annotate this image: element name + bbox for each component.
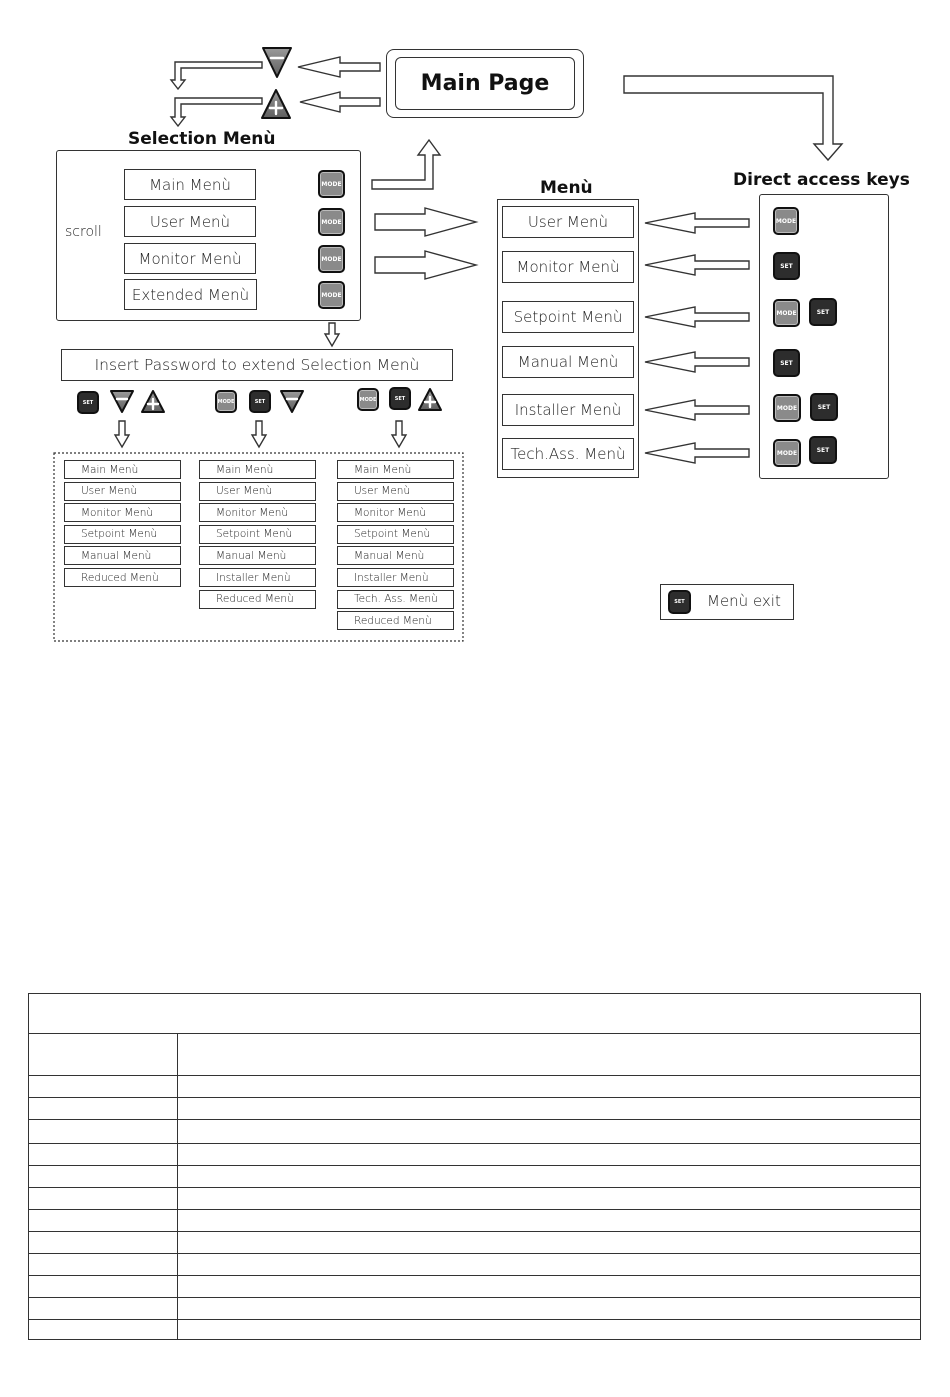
arrow-plus-to-selection xyxy=(171,98,262,126)
menu-item-manual[interactable]: Manual Menù xyxy=(502,346,634,378)
pw1-minus-icon xyxy=(111,391,133,412)
set-key-icon[interactable]: SET xyxy=(773,252,800,280)
table-row xyxy=(29,1076,921,1098)
table-row xyxy=(29,1232,921,1254)
table-cell xyxy=(29,1320,178,1340)
set-key-icon[interactable]: SET xyxy=(773,349,800,377)
arrow-monitor-to-menu xyxy=(375,251,476,279)
mode-key-icon[interactable]: MODE xyxy=(773,439,801,467)
main-page-inner xyxy=(395,57,575,110)
table-row xyxy=(29,1144,921,1166)
password-col-2-item[interactable]: Main Menù xyxy=(199,460,316,479)
mode-key-icon[interactable]: MODE xyxy=(318,245,345,273)
password-col-2-item[interactable]: Manual Menù xyxy=(199,546,316,565)
password-col-2-item[interactable]: Setpoint Menù xyxy=(199,525,316,544)
table-cell xyxy=(178,1210,921,1232)
selection-item-main[interactable]: Main Menù xyxy=(124,169,256,200)
menu-item-setpoint[interactable]: Setpoint Menù xyxy=(502,301,634,333)
password-col-3-item[interactable]: Monitor Menù xyxy=(337,503,454,522)
table-row xyxy=(29,1276,921,1298)
selection-item-monitor[interactable]: Monitor Menù xyxy=(124,243,256,274)
password-col-3-item[interactable]: Tech. Ass. Menù xyxy=(337,590,454,609)
table-cell xyxy=(29,1232,178,1254)
pw2-minus-icon xyxy=(281,391,303,412)
mode-key-icon[interactable]: MODE xyxy=(318,170,345,198)
password-col-3-item[interactable]: Setpoint Menù xyxy=(337,525,454,544)
table-row xyxy=(29,1254,921,1276)
menu-item-installer[interactable]: Installer Menù xyxy=(502,394,634,426)
table-row xyxy=(29,1098,921,1120)
password-col-2-item[interactable]: Installer Menù xyxy=(199,568,316,587)
table-cell xyxy=(29,1298,178,1320)
table-cell xyxy=(178,1076,921,1098)
password-col-1-item[interactable]: Manual Menù xyxy=(64,546,181,565)
arrow-selection-to-main xyxy=(372,140,440,189)
menu-title: Menù xyxy=(540,178,593,198)
mode-key-icon[interactable]: MODE xyxy=(318,208,345,236)
mode-key-icon[interactable]: MODE xyxy=(215,390,237,413)
password-col-2-item[interactable]: User Menù xyxy=(199,482,316,501)
table-row xyxy=(29,994,921,1034)
table-cell xyxy=(178,1298,921,1320)
table-row xyxy=(29,1166,921,1188)
table-cell xyxy=(29,1188,178,1210)
menu-box xyxy=(497,199,639,478)
table-row xyxy=(29,1210,921,1232)
arrow-direct-5 xyxy=(645,400,749,420)
mode-key-icon[interactable]: MODE xyxy=(773,207,799,235)
direct-access-title: Direct access keys xyxy=(733,170,910,190)
arrow-to-col-2 xyxy=(252,421,266,447)
set-key-icon[interactable]: SET xyxy=(668,590,691,614)
table-cell xyxy=(178,1254,921,1276)
arrow-minus-to-selection xyxy=(171,62,262,89)
table-row xyxy=(29,1320,921,1340)
set-key-icon[interactable]: SET xyxy=(809,436,837,464)
empty-table xyxy=(28,993,921,1340)
set-key-icon[interactable]: SET xyxy=(249,390,271,413)
mode-key-icon[interactable]: MODE xyxy=(318,281,345,309)
password-col-1-item[interactable]: Monitor Menù xyxy=(64,503,181,522)
mode-key-icon[interactable]: MODE xyxy=(773,299,800,327)
password-col-1-item[interactable]: Main Menù xyxy=(64,460,181,479)
password-label[interactable]: Insert Password to extend Selection Menù xyxy=(61,349,453,381)
password-col-3-item[interactable]: Manual Menù xyxy=(337,546,454,565)
table-row xyxy=(29,1034,921,1076)
pw1-plus-icon xyxy=(142,391,164,412)
table-cell xyxy=(178,1120,921,1144)
minus-key-icon xyxy=(263,48,291,77)
scroll-label: scroll xyxy=(65,224,102,240)
table-cell xyxy=(29,1098,178,1120)
arrow-to-col-3 xyxy=(392,421,406,447)
mode-key-icon[interactable]: MODE xyxy=(357,388,379,411)
arrow-direct-6 xyxy=(645,443,749,463)
menu-item-user[interactable]: User Menù xyxy=(502,206,634,238)
main-page-title: Main Page xyxy=(420,71,550,96)
table-cell xyxy=(29,1034,178,1076)
table-cell xyxy=(29,1210,178,1232)
table-row xyxy=(29,1120,921,1144)
menu-item-monitor[interactable]: Monitor Menù xyxy=(502,251,634,283)
password-col-3-item[interactable]: Reduced Menù xyxy=(337,611,454,630)
arrow-user-to-menu xyxy=(375,208,476,236)
password-col-2-item[interactable]: Monitor Menù xyxy=(199,503,316,522)
password-col-3-item[interactable]: User Menù xyxy=(337,482,454,501)
table-header-cell xyxy=(29,994,921,1034)
table-row xyxy=(29,1298,921,1320)
table-cell xyxy=(29,1276,178,1298)
arrow-main-to-direct xyxy=(624,76,842,160)
arrow-main-to-minus xyxy=(298,57,380,77)
table-cell xyxy=(29,1120,178,1144)
set-key-icon[interactable]: SET xyxy=(809,298,837,326)
table-cell xyxy=(178,1144,921,1166)
password-col-3-item[interactable]: Main Menù xyxy=(337,460,454,479)
arrow-main-to-plus xyxy=(300,92,380,112)
arrow-direct-3 xyxy=(645,307,749,327)
selection-menu-title: Selection Menù xyxy=(128,129,276,149)
table-cell xyxy=(178,1232,921,1254)
selection-item-user[interactable]: User Menù xyxy=(124,206,256,237)
main-page-frame xyxy=(386,49,584,118)
pw3-plus-icon xyxy=(419,389,441,410)
arrow-to-col-1 xyxy=(115,421,129,447)
table-cell xyxy=(178,1276,921,1298)
menu-item-techass[interactable]: Tech.Ass. Menù xyxy=(502,438,634,470)
table-cell xyxy=(178,1320,921,1340)
table-cell xyxy=(29,1144,178,1166)
table-cell xyxy=(178,1166,921,1188)
table-cell xyxy=(29,1254,178,1276)
set-key-icon[interactable]: SET xyxy=(810,393,838,421)
arrow-to-password xyxy=(325,323,339,346)
arrow-direct-4 xyxy=(645,352,749,372)
mode-key-icon[interactable]: MODE xyxy=(773,394,801,422)
password-col-1-item[interactable]: Setpoint Menù xyxy=(64,525,181,544)
table-cell xyxy=(178,1188,921,1210)
set-key-icon[interactable]: SET xyxy=(77,391,99,414)
arrow-direct-1 xyxy=(645,213,749,233)
table-cell xyxy=(178,1034,921,1076)
table-row xyxy=(29,1188,921,1210)
selection-item-extended[interactable]: Extended Menù xyxy=(124,279,257,310)
table-cell xyxy=(29,1166,178,1188)
menu-exit-label: Menù exit xyxy=(707,592,781,610)
set-key-icon[interactable]: SET xyxy=(389,387,411,410)
plus-key-icon xyxy=(262,90,290,118)
password-col-1-item[interactable]: Reduced Menù xyxy=(64,568,181,587)
table-cell xyxy=(29,1076,178,1098)
password-col-1-item[interactable]: User Menù xyxy=(64,482,181,501)
password-col-3-item[interactable]: Installer Menù xyxy=(337,568,454,587)
arrow-direct-2 xyxy=(645,255,749,275)
table-cell xyxy=(178,1098,921,1120)
password-col-2-item[interactable]: Reduced Menù xyxy=(199,590,316,609)
